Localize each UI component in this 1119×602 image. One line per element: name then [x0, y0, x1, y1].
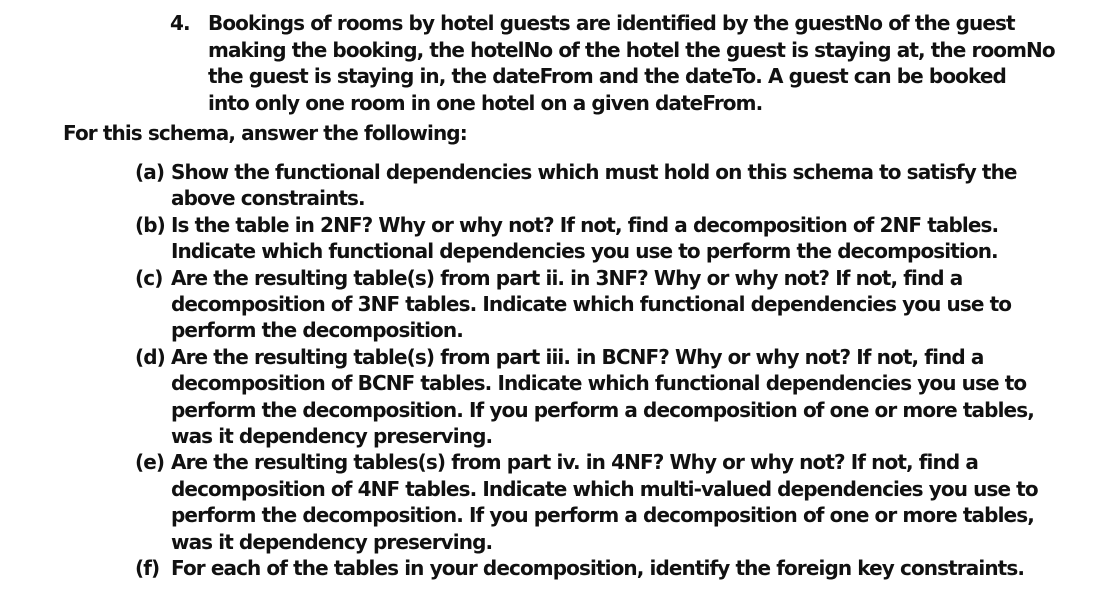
question-label: (e)	[135, 450, 165, 475]
text-line: decomposition of 4NF tables. Indicate which multi-valued dependencies you use to	[171, 476, 1038, 501]
question-b	[135, 212, 1095, 265]
question-d	[135, 344, 1095, 450]
question-f	[135, 555, 1095, 581]
text-line: Are the resulting table(s) from part iii. in BCNF? Why or why not? If not, find a	[171, 344, 984, 369]
text-line: into only one room in one hotel on a given dateFrom.	[208, 90, 763, 115]
text-line: the guest is staying in, the dateFrom and the dateTo. A guest can be booked	[208, 64, 1006, 88]
text-line: Is the table in 2NF? Why or why not? If not, find a decomposition of 2NF tables.	[171, 212, 999, 237]
question-e	[135, 449, 1095, 555]
question-text	[171, 159, 1095, 212]
question-label: (a)	[135, 160, 165, 184]
question-text	[171, 212, 1095, 265]
question-a	[135, 159, 1095, 212]
question-label: (c)	[135, 265, 163, 290]
text-line: above constraints.	[171, 186, 365, 211]
text-line: perform the decomposition. If you perform a decomposition of one or more tables,	[171, 503, 1034, 528]
text-line: Bookings of rooms by hotel guests are identified by the guestNo of the guest	[208, 11, 1015, 35]
text-line: Indicate which functional dependencies you use to perform the decomposition.	[171, 239, 998, 264]
question-c	[135, 265, 1095, 344]
text-line: was it dependency preserving.	[171, 529, 493, 554]
text-line: was it dependency preserving.	[171, 424, 493, 449]
question-list	[135, 159, 1095, 582]
list-item-body	[208, 10, 1055, 116]
question-label: (d)	[135, 344, 165, 369]
text-line: Show the functional dependencies which must hold on this schema to satisfy the	[171, 160, 1017, 184]
text-line: decomposition of BCNF tables. Indicate which functional dependencies you use to	[171, 371, 1027, 396]
question-text	[171, 555, 1095, 581]
text-line: making the booking, the hotelNo of the hotel the guest is staying at, the roomNo	[208, 37, 1055, 62]
text-line: Are the resulting tables(s) from part iv. in 4NF? Why or why not? If not, find a	[171, 450, 978, 475]
text-line: Are the resulting table(s) from part ii. in 3NF? Why or why not? If not, find a	[171, 265, 963, 290]
text-line: For each of the tables in your decomposition, identify the foreign key constraints.	[171, 556, 1025, 581]
question-text	[171, 449, 1095, 555]
question-label: (b)	[135, 212, 165, 237]
text-line: perform the decomposition. If you perform a decomposition of one or more tables,	[171, 397, 1034, 422]
text-line: decomposition of 3NF tables. Indicate which functional dependencies you use to	[171, 292, 1012, 317]
question-text	[171, 344, 1095, 450]
question-text	[171, 265, 1095, 344]
list-item-4	[170, 10, 1055, 116]
list-item-number: 4.	[170, 11, 190, 35]
question-label: (f)	[135, 556, 160, 581]
text-line: perform the decomposition.	[171, 318, 463, 343]
instructions-intro: For this schema, answer the following:	[63, 121, 467, 145]
